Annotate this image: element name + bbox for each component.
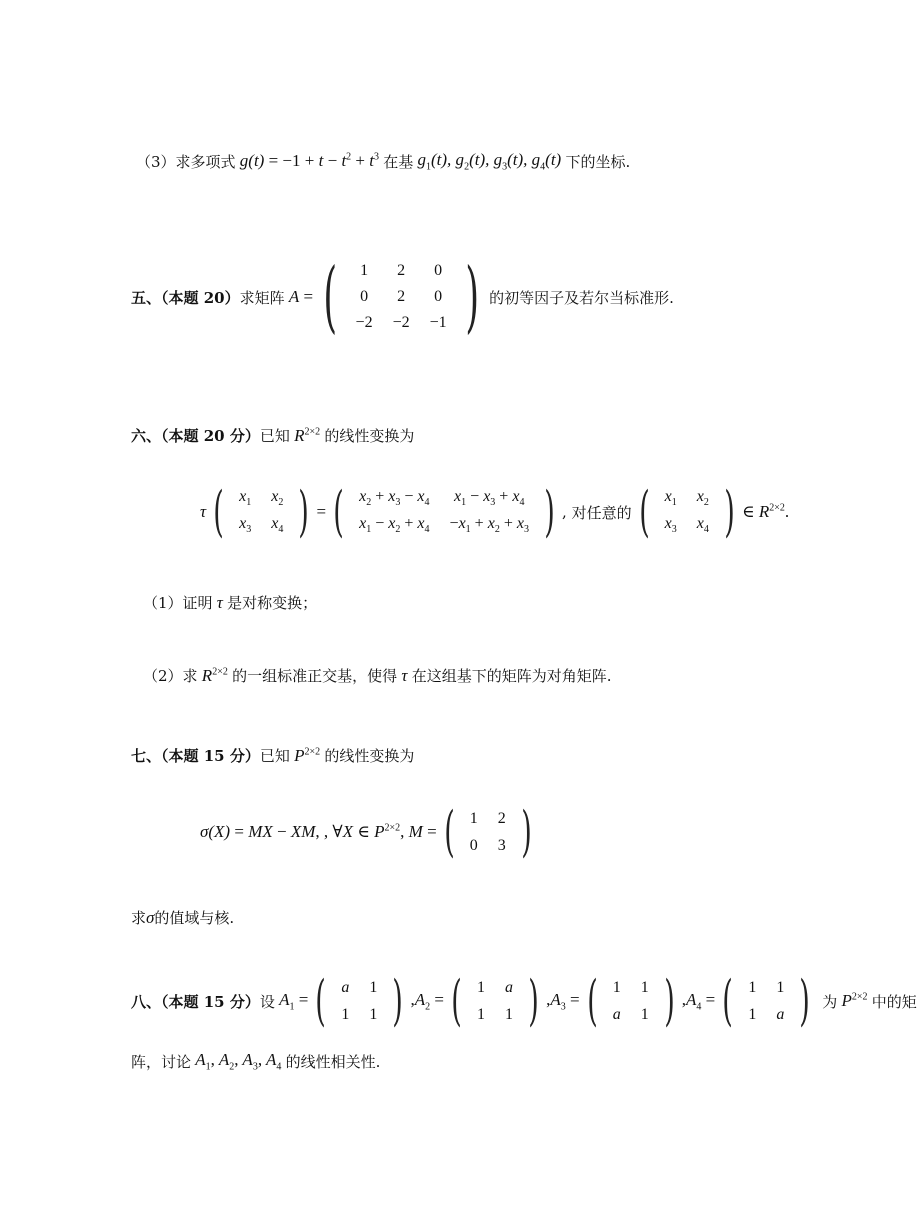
matrix-a4: ( 1 1 1 a ) [722,969,811,1032]
q8-line2: 阵，讨论 $A_1$, $A_2$, $A_3$, $A_4$ 的线性相关性. [131,1050,381,1073]
q4-part3-middle: 在基 [383,152,414,171]
q6-intro-a: 已知 [259,427,290,445]
left-paren: ( [323,252,338,342]
matrix-a: ( 1 2 0 0 2 0 −2 −2 −1 ) [323,252,479,342]
basis-expression: $g_1(t)$, $g_2(t)$, $g_3(t)$, $g_4(t)$ [413,150,566,173]
q6-header: 六、（本题 20 分） [131,427,260,445]
matrix-a3: ( 1 1 a 1 ) [586,969,675,1032]
q4-part3-prefix: （3）求多项式 [136,152,236,171]
matrix-tau-image: ( $x_2 + x_3 - x_4$ $x_1 - x_3 + x_4$ $x_1 - x_2 + x_4$ $-x_1 + x_2 + x_3$ ) [333,480,555,543]
q7-formula: σ(X) = MX − XM, , ∀X ∈ $P^{2\times 2}$, M = ( 1 2 0 3 ) [200,805,539,859]
q6-for-any: 对任意的 [571,503,632,522]
q6-line: 六、（本题 20 分） 已知 $R^{2\times 2}$ 的线性变换为 [131,425,415,445]
q8-line: 八、（本题 15 分） 设 $A_1$ = ( a 1 1 1 ) $,A_2$ = ( 1 a 1 1 ) $,A_3$ = ( 1 1 a 1 ) $,A_4$ = ( 1 1 1 a ) 为 $P^{2\times 2}$ 中的矩 [131,969,917,1032]
q5-line [131,252,674,342]
right-paren: ) [465,252,479,342]
matrix-a2: ( 1 a 1 1 ) [451,969,539,1032]
polynomial-expression: $g(t) = -1 + t - t^2 + t^3$ [235,151,379,171]
q5-header: 五、（本题 20） [131,288,240,307]
q4-part3-line [136,150,630,172]
matrix-a-label: A = [284,287,314,306]
q6-part1: （1）证明 τ 是对称变换； [143,592,318,612]
q5-text-after: 的初等因子及若尔当标准形. [489,288,674,307]
q8-header: 八、（本题 15 分） [131,992,260,1011]
q6-part2: （2）求 $R^{2\times 2}$ 的一组标准正交基，使得 τ 在这组基下的矩阵为对角矩阵. [143,665,612,685]
q5-text-before: 求矩阵 [239,288,285,307]
q7-header: 七、（本题 15 分） [131,747,260,765]
q7-ask: 求 σ 的值域与核. [131,907,235,927]
matrix-m: ( 1 2 0 3 ) [443,800,532,863]
q7-line: 七、（本题 15 分） 已知 $P^{2\times 2}$ 的线性变换为 [131,745,415,765]
q6-formula: τ ( $x_1$ $x_2$ $x_3$ $x_4$ ) = ( $x_2 + x_3 - x_4$ $x_1 - x_3 + x_4$ $x_1 - x_2 + x_4$ $-x_1 + x_2 + x_3$ ) , 对任意的 ( $x_1$ $x_2$ $x_3$ $x_4$ ) ∈ $R^{2\times 2}$. [200,480,790,543]
matrix-a1: ( a 1 1 1 ) [315,969,404,1032]
matrix-x-any: ( $x_1$ $x_2$ $x_3$ $x_4$ ) [638,480,735,543]
q4-part3-suffix: 下的坐标. [565,152,631,171]
q6-intro-b: 的线性变换为 [324,427,415,445]
matrix-x: ( $x_1$ $x_2$ $x_3$ $x_4$ ) [213,480,310,543]
